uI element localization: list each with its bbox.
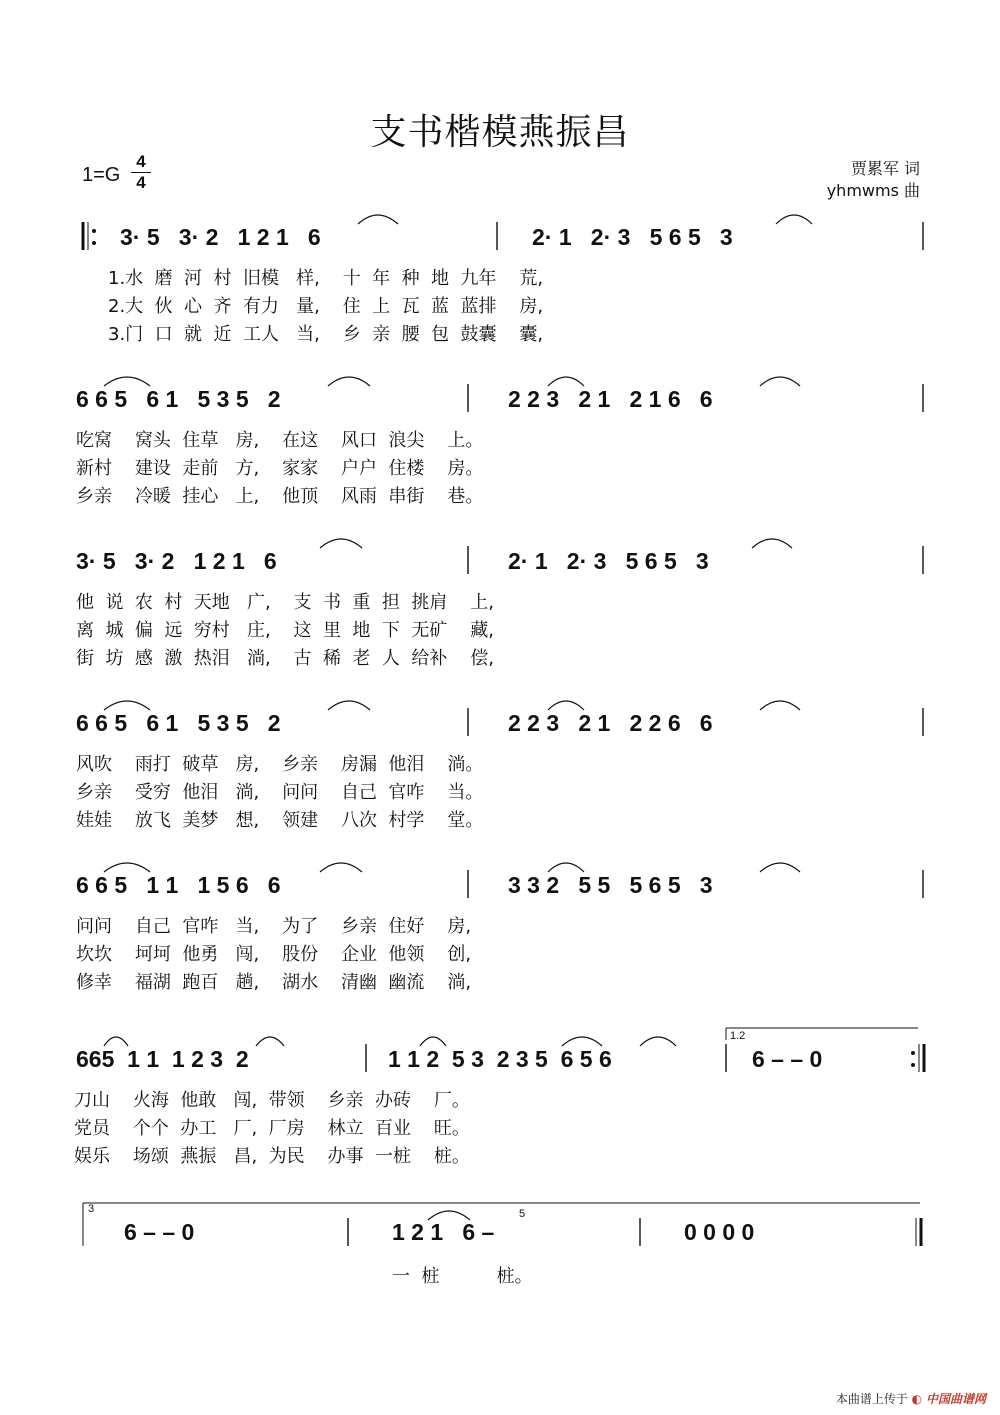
system-1-lyric-3: 3.门 口 就 近 工人 当, 乡 亲 腰 包 鼓囊 囊, (108, 324, 544, 345)
system-3-lyric-2: 离 城 偏 远 穷村 庄, 这 里 地 下 无矿 藏, (76, 620, 494, 641)
time-signature-top: 4 (136, 152, 146, 171)
system-2-measure-1-notes: 6 6 5 6 1 5 3 5 2 (76, 386, 281, 412)
system-4-measure-1-notes: 6 6 5 6 1 5 3 5 2 (76, 710, 281, 736)
system-6-measure-3-notes: 6 – – 0 (752, 1046, 823, 1072)
song-title: 支书楷模燕振昌 (370, 112, 630, 153)
slur-s2-c (548, 377, 584, 386)
system-4-lyric-1: 风吹 雨打 破草 房, 乡亲 房漏 他泪 淌。 (76, 754, 484, 775)
slur-s6-e (640, 1037, 676, 1046)
footer-logo-icon: ◐ (911, 1392, 923, 1406)
system-6-measure-2-notes: 1 1 2 5 3 2 3 5 6 5 6 (388, 1046, 612, 1072)
system-5-measure-1-notes: 6 6 5 1 1 1 5 6 6 (76, 872, 281, 898)
system-5-measure-2-notes: 3 3 2 5 5 5 6 5 3 (508, 872, 713, 898)
footer-prefix: 本曲谱上传于 (835, 1392, 908, 1406)
system-6-lyric-1: 刀山 火海 他敢 闯, 带领 乡亲 办砖 厂。 (74, 1090, 470, 1111)
footer-brand: 中国曲谱网 (925, 1392, 986, 1406)
site-footer (836, 1390, 986, 1407)
system-2-measure-2-notes: 2 2 3 2 1 2 1 6 6 (508, 386, 713, 412)
system-1-measure-1-notes: 3· 5 3· 2 1 2 1 6 (120, 224, 321, 250)
slur-s1-a (358, 215, 398, 224)
slur-s2-b (328, 377, 370, 386)
system-2-lyric-2: 新村 建设 走前 方, 家家 户户 住楼 房。 (76, 458, 484, 479)
system-3-measure-1-notes: 3· 5 3· 2 1 2 1 6 (76, 548, 277, 574)
system-7-measure-3-notes: 0 0 0 0 (684, 1219, 755, 1245)
slur-s5-c (548, 863, 584, 872)
slur-s4-c (548, 701, 584, 710)
repeat-dot (911, 1063, 915, 1067)
composer-credit: yhmwms 曲 (826, 181, 920, 200)
grace-note: 5 (519, 1208, 526, 1220)
repeat-dot (92, 241, 96, 245)
lyricist-credit: 贾累军 词 (850, 159, 920, 178)
slur-s5-d (760, 863, 800, 872)
repeat-dot (92, 229, 96, 233)
system-4-lyric-3: 娃娃 放飞 美梦 想, 领建 八次 村学 堂。 (76, 810, 484, 831)
key-signature: 1=G (82, 164, 121, 186)
system-5-lyric-2: 坎坎 坷坷 他勇 闯, 股份 企业 他领 创, (76, 944, 472, 965)
slur-s4-a (104, 701, 150, 710)
slur-s6-d (562, 1037, 602, 1046)
slur-s5-a (104, 863, 150, 872)
system-5-lyric-3: 修幸 福湖 跑百 趟, 湖水 清幽 幽流 淌, (76, 972, 472, 993)
slur-s2-d (760, 377, 800, 386)
system-4-lyric-2: 乡亲 受穷 他泪 淌, 问问 自己 官咋 当。 (76, 782, 484, 803)
system-1-lyric-2: 2.大 伙 心 齐 有力 量, 住 上 瓦 蓝 蓝排 房, (108, 296, 544, 317)
system-3-lyric-1: 他 说 农 村 天地 广, 支 书 重 担 挑肩 上, (76, 592, 494, 613)
slur-s3-b (752, 539, 792, 548)
system-6-lyric-2: 党员 个个 办工 厂, 厂房 林立 百业 旺。 (74, 1118, 470, 1139)
system-4-measure-2-notes: 2 2 3 2 1 2 2 6 6 (508, 710, 713, 736)
system-1-lyric-1: 1.水 磨 河 村 旧模 样, 十 年 种 地 九年 荒, (108, 268, 544, 289)
slur-s4-b (328, 701, 370, 710)
system-7-measure-2-notes: 1 2 1 6 – (392, 1219, 495, 1245)
system-7-measure-1-notes: 6 – – 0 (124, 1219, 195, 1245)
slur-s6-a (104, 1037, 128, 1046)
time-signature-bottom: 4 (136, 173, 146, 192)
volta-1-2-label: 1.2 (730, 1030, 746, 1042)
slur-s3-a (320, 539, 362, 548)
repeat-dot (911, 1051, 915, 1055)
system-2-lyric-1: 吃窝 窝头 住草 房, 在这 风口 浪尖 上。 (76, 430, 484, 451)
slur-s6-b (256, 1037, 284, 1046)
system-2-lyric-3: 乡亲 冷暖 挂心 上, 他顶 风雨 串街 巷。 (76, 486, 484, 507)
system-1-measure-2-notes: 2· 1 2· 3 5 6 5 3 (532, 224, 733, 250)
system-6-measure-1-notes: 665 1 1 1 2 3 2 (76, 1046, 249, 1072)
system-3-measure-2-notes: 2· 1 2· 3 5 6 5 3 (508, 548, 709, 574)
slur-s2-a (104, 377, 150, 386)
system-6-lyric-3: 娱乐 场颂 燕振 昌, 为民 办事 一桩 桩。 (74, 1146, 470, 1167)
system-3-lyric-3: 街 坊 感 激 热泪 淌, 古 稀 老 人 给补 偿, (76, 648, 494, 669)
volta-3-label: 3 (88, 1203, 95, 1215)
system-5-lyric-1: 问问 自己 官咋 当, 为了 乡亲 住好 房, (76, 916, 472, 937)
slur-s4-d (760, 701, 800, 710)
slur-s5-b (320, 863, 362, 872)
system-7-lyric-1: 一 桩 桩。 (392, 1266, 533, 1287)
slur-s1-b (776, 215, 812, 224)
slur-s6-c (420, 1037, 446, 1046)
